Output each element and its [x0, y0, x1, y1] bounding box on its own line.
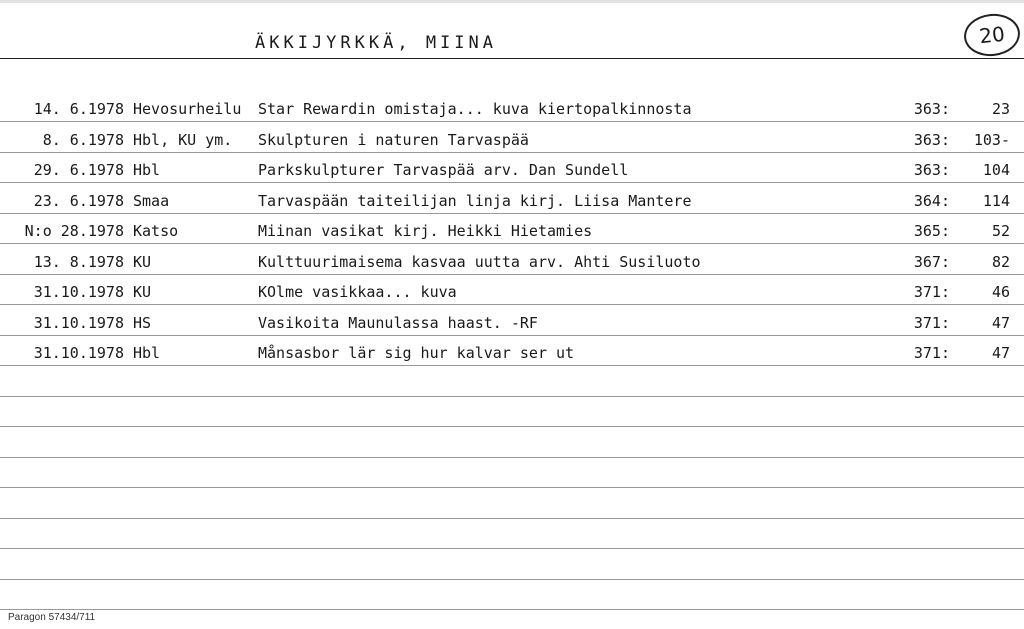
- entry-source: KU: [133, 253, 152, 271]
- entry-row: [0, 214, 1024, 242]
- entry-date: 31.10.1978: [33, 283, 124, 301]
- entry-page: 114: [982, 192, 1010, 210]
- entry-date: 31.10.1978: [33, 344, 124, 362]
- entry-date: 8. 6.1978: [42, 131, 124, 149]
- entry-page: 47: [991, 344, 1010, 362]
- entry-source: Hbl, KU ym.: [133, 131, 233, 149]
- entry-text: Vasikoita Maunulassa haast. -RF: [258, 314, 538, 332]
- entry-source: HS: [133, 314, 152, 332]
- entry-date: N:o 28.1978: [24, 222, 124, 240]
- entry-volume: 364:: [913, 192, 950, 210]
- entry-row: [0, 123, 1024, 151]
- print-code: Paragon 57434/711: [8, 612, 96, 623]
- entry-volume: 363:: [913, 100, 950, 118]
- entry-source: KU: [133, 283, 152, 301]
- entry-row: [0, 245, 1024, 273]
- entry-source: Hbl: [133, 344, 161, 362]
- entry-row: [0, 275, 1024, 303]
- entry-date: 13. 8.1978: [33, 253, 124, 271]
- ruled-line: [0, 548, 1024, 549]
- entry-row: [0, 153, 1024, 181]
- ruled-line: [0, 426, 1024, 427]
- entry-text: Månsasbor lär sig hur kalvar ser ut: [258, 344, 575, 362]
- entry-volume: 363:: [913, 161, 950, 179]
- entry-row: [0, 336, 1024, 364]
- entry-row: [0, 306, 1024, 334]
- entry-page: 104: [982, 161, 1010, 179]
- entry-page: 46: [991, 283, 1010, 301]
- entry-reference: [900, 314, 1012, 332]
- ruled-line: [0, 365, 1024, 366]
- entry-reference: [900, 161, 1012, 179]
- ruled-line: [0, 396, 1024, 397]
- entry-reference: [900, 222, 1012, 240]
- entry-reference: [900, 131, 1012, 149]
- entry-source: Smaa: [133, 192, 170, 210]
- entry-text: Parkskulpturer Tarvaspää arv. Dan Sundell: [258, 161, 629, 179]
- entry-page: 47: [991, 314, 1010, 332]
- ruled-line: [0, 243, 1024, 244]
- ruled-line: [0, 487, 1024, 488]
- entry-source: Hevosurheilu: [133, 100, 242, 118]
- entry-reference: [900, 253, 1012, 271]
- ruled-line: [0, 518, 1024, 519]
- entry-text: Star Rewardin omistaja... kuva kiertopalkinnosta: [258, 100, 692, 118]
- entry-volume: 363:: [913, 131, 950, 149]
- entry-row: [0, 184, 1024, 212]
- entry-date: 23. 6.1978: [33, 192, 124, 210]
- entry-text: Kulttuurimaisema kasvaa uutta arv. Ahti Susiluoto: [258, 253, 701, 271]
- entry-date: 31.10.1978: [33, 314, 124, 332]
- entry-volume: 365:: [913, 222, 950, 240]
- entry-text: KOlme vasikkaa... kuva: [258, 283, 457, 301]
- card-top-edge: [0, 0, 1024, 3]
- entry-text: Skulpturen i naturen Tarvaspää: [258, 131, 529, 149]
- card-number-stamp: 20: [962, 11, 1022, 59]
- entry-source: Hbl: [133, 161, 161, 179]
- ruled-line: [0, 304, 1024, 305]
- entry-page: 52: [991, 222, 1010, 240]
- entry-text: Tarvaspään taiteilijan linja kirj. Liisa Mantere: [258, 192, 692, 210]
- entry-reference: [900, 192, 1012, 210]
- entry-date: 29. 6.1978: [33, 161, 124, 179]
- entry-reference: [900, 344, 1012, 362]
- entry-page: 23: [991, 100, 1010, 118]
- ruled-line: [0, 457, 1024, 458]
- entry-page: 103-: [973, 131, 1010, 149]
- ruled-line: [0, 579, 1024, 580]
- entry-page: 82: [991, 253, 1010, 271]
- entry-volume: 367:: [913, 253, 950, 271]
- entry-reference: [900, 283, 1012, 301]
- ruled-line: [0, 182, 1024, 183]
- ruled-line: [0, 121, 1024, 122]
- entry-volume: 371:: [913, 283, 950, 301]
- card-title: ÄKKIJYRKKÄ, MIINA: [255, 33, 497, 53]
- entry-date: 14. 6.1978: [33, 100, 124, 118]
- entry-volume: 371:: [913, 314, 950, 332]
- entry-text: Miinan vasikat kirj. Heikki Hietamies: [258, 222, 593, 240]
- entry-source: Katso: [133, 222, 179, 240]
- entry-row: [0, 92, 1024, 120]
- entry-reference: [900, 100, 1012, 118]
- entry-volume: 371:: [913, 344, 950, 362]
- header-rule: [0, 58, 1024, 59]
- ruled-line: [0, 609, 1024, 610]
